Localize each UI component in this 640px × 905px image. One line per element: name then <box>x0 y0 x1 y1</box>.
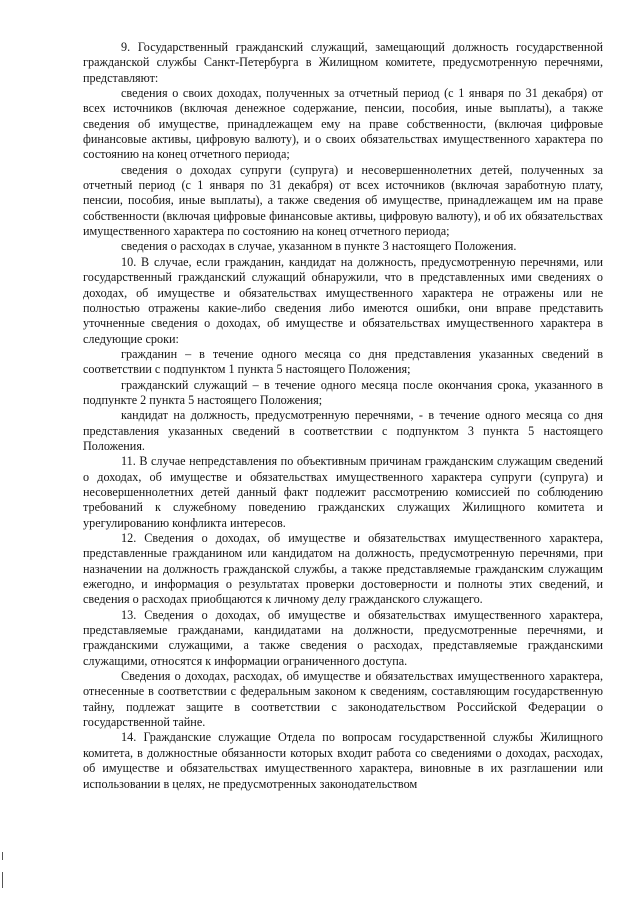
document-page <box>83 40 603 792</box>
paragraph-9-family-income: сведения о доходах супруги (супруга) и несовершеннолетних детей, полученных за отчетный период (с 1 января по 31 декабря) от всех источников (включая заработную плату, пенсии, пособия, иные выплаты), а также сведения об имуществе, принадлежащем им на праве собственности (включая цифровые финансовые активы, цифровую валюту), и об их обязательствах имущественного характера по состоянию на конец отчетного периода; <box>83 162 603 239</box>
scan-margin-mark <box>2 872 3 888</box>
paragraph-10-citizen: гражданин – в течение одного месяца со дня представления указанных сведений в соответствии с подпунктом 1 пункта 5 настоящего Положения; <box>83 346 603 377</box>
paragraph-13-state-secret: Сведения о доходах, расходах, об имуществе и обязательствах имущественного характера, отнесенные в соответствии с федеральным законом к сведениям, составляющим государственную тайну, подлежат защите в соответствии с законодательством Российской Федерации о государственной тайне. <box>83 669 603 730</box>
paragraph-10-candidate: кандидат на должность, предусмотренную перечнями, - в течение одного месяца со дня представления указанных сведений в соответствии с подпунктом 3 пункта 5 настоящего Положения. <box>83 408 603 453</box>
paragraph-9-income: сведения о своих доходах, полученных за отчетный период (с 1 января по 31 декабря) от всех источников (включая денежное содержание, пенсии, пособия, иные выплаты), а также сведения об имуществе, принадлежащем ему на праве собственности, (включая цифровые финансовые активы, цифровую валюту), и о своих обязательствах имущественного характера по состоянию на конец отчетного периода; <box>83 86 603 162</box>
paragraph-11: 11. В случае непредставления по объективным причинам гражданским служащим сведений о доходах, об имуществе и обязательствах имущественного характера супруги (супруга) и несовершеннолетних детей данный факт подлежит рассмотрению комиссией по соблюдению требований к служебному поведению гражданских служащих Жилищного комитета и урегулированию конфликта интересов. <box>83 454 603 530</box>
paragraph-10: 10. В случае, если гражданин, кандидат на должность, предусмотренную перечнями, или государственный гражданский служащий обнаружили, что в представленных ими сведениях о доходах, об имуществе и обязательствах имущественного характера не отражены или не полностью отражены какие-либо сведения либо имеются ошибки, они вправе представить уточненные сведения о доходах, об имуществе и обязательствах имущественного характера в следующие сроки: <box>83 254 603 346</box>
paragraph-13: 13. Сведения о доходах, об имуществе и обязательствах имущественного характера, представляемые гражданами, кандидатами на должности, предусмотренные перечнями, и гражданскими служащими, а также сведения о расходах, представляемые гражданскими служащими, относятся к информации ограниченного доступа. <box>83 607 603 668</box>
paragraph-10-civil-servant: гражданский служащий – в течение одного месяца после окончания срока, указанного в подпункте 2 пункта 5 настоящего Положения; <box>83 377 603 407</box>
paragraph-9-expenses: сведения о расходах в случае, указанном в пункте 3 настоящего Положения. <box>121 239 517 254</box>
scan-margin-mark <box>2 852 3 860</box>
paragraph-14: 14. Гражданские служащие Отдела по вопросам государственной службы Жилищного комитета, в должностные обязанности которых входит работа со сведениями о доходах, расходах, об имуществе и обязательствах имущественного характера, виновные в их разглашении или использовании в целях, не предусмотренных законодательством <box>83 730 603 791</box>
paragraph-9: 9. Государственный гражданский служащий, замещающий должность государственной гражданской службы Санкт-Петербурга в Жилищном комитете, предусмотренную перечнями, представляют: <box>83 40 603 85</box>
paragraph-12: 12. Сведения о доходах, об имуществе и обязательствах имущественного характера, представленные гражданином или кандидатом на должность, предусмотренную перечнями, при назначении на должность гражданской службы, а также представляемые гражданским служащим ежегодно, и информация о результатах проверки достоверности и полноты этих сведений, и сведения о расходах приобщаются к личному делу гражданского служащего. <box>83 531 603 607</box>
